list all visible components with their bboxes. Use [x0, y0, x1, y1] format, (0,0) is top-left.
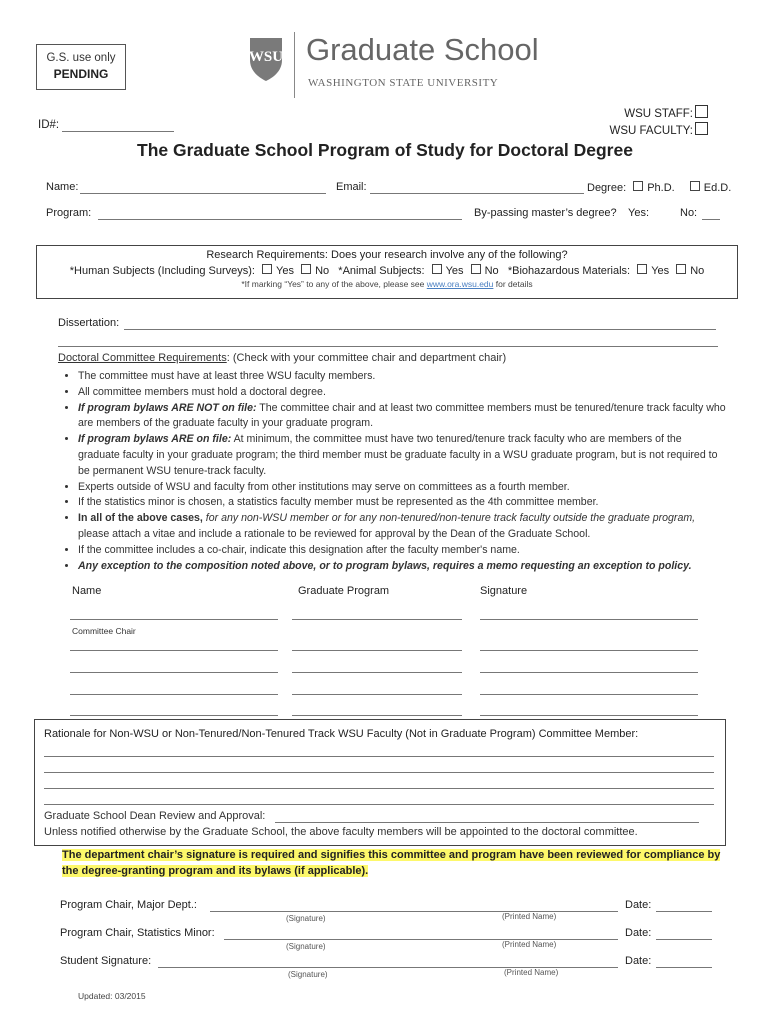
logo-subtitle: WASHINGTON STATE UNIVERSITY [308, 77, 499, 89]
program-field[interactable] [98, 219, 462, 220]
committee-requirement-item [78, 432, 726, 479]
bio-yes-label: Yes [651, 265, 670, 277]
committee-heading-note: : (Check with your committee chair and department chair) [226, 352, 507, 364]
animal-no-checkbox[interactable] [471, 264, 481, 274]
animal-no-label: No [484, 265, 499, 277]
member-name-3[interactable] [70, 672, 278, 673]
wsu-staff-checkbox[interactable] [695, 105, 708, 118]
research-note [37, 279, 737, 289]
committee-requirement-item [78, 369, 726, 385]
requirement-bolditalic: Any exception to the composition noted above, or to program bylaws, requires a memo requesting an exception to policy. [78, 559, 692, 572]
human-yes-checkbox[interactable] [262, 264, 272, 274]
date-label-2: Date: [625, 927, 652, 939]
gs-use-box [36, 44, 126, 90]
ora-link[interactable]: www.ora.wsu.edu [426, 279, 494, 289]
member-signature-3[interactable] [480, 672, 698, 673]
bio-yes-checkbox[interactable] [637, 264, 647, 274]
edd-label: Ed.D. [703, 182, 732, 194]
sig-caption-3: (Signature) [288, 970, 328, 979]
logo-title: Graduate School [306, 32, 539, 67]
committee-heading-text: Doctoral Committee Requirements [58, 352, 227, 364]
date-label-1: Date: [625, 899, 652, 911]
animal-yes-label: Yes [445, 265, 464, 277]
dean-review-field[interactable] [275, 822, 699, 823]
form-title: The Graduate School Program of Study for Doctoral Degree [137, 140, 633, 160]
dissertation-field-2[interactable] [58, 346, 718, 347]
updated-date: Updated: 03/2015 [78, 991, 146, 1001]
rationale-line-3[interactable] [44, 788, 714, 789]
requirement-lead: If program bylaws ARE on file: [78, 433, 232, 446]
bypass-label: By-passing master’s degree? [474, 207, 617, 219]
animal-yes-checkbox[interactable] [432, 264, 442, 274]
date-field-3[interactable] [656, 967, 712, 968]
bypass-yes-label: Yes: [628, 207, 650, 219]
committee-requirement-item [78, 511, 726, 543]
printed-caption-2: (Printed Name) [502, 940, 557, 949]
human-yes-label: Yes [276, 265, 294, 277]
dissertation-label: Dissertation: [58, 317, 120, 329]
human-no-checkbox[interactable] [301, 264, 311, 274]
dean-review-label: Graduate School Dean Review and Approval: [44, 810, 266, 822]
committee-requirement-item [78, 559, 726, 575]
degree-label: Degree: [587, 182, 627, 194]
requirement-plain: please attach a vitae and include a rationale to be reviewed for approval by the Dean of the Graduate School. [78, 527, 591, 540]
member-signature-2[interactable] [480, 650, 698, 651]
stats-chair-field[interactable] [224, 939, 618, 940]
requirement-plain: Experts outside of WSU and faculty from other institutions may serve on committees as a fourth member. [78, 480, 570, 493]
program-chair-label: Program Chair, Major Dept.: [60, 899, 197, 911]
name-field[interactable] [80, 193, 326, 194]
chair-signature-notice [62, 847, 727, 879]
email-label: Email: [336, 181, 367, 193]
wsu-faculty-label: WSU FACULTY: [609, 125, 693, 137]
member-program-1[interactable] [292, 619, 462, 620]
requirement-plain: All committee members must hold a doctoral degree. [78, 385, 326, 398]
human-subjects-label: *Human Subjects (Including Surveys): [69, 265, 255, 277]
committee-chair-label: Committee Chair [72, 626, 136, 636]
committee-requirement-item [78, 385, 726, 401]
member-program-3[interactable] [292, 672, 462, 673]
printed-caption-3: (Printed Name) [504, 968, 559, 977]
wsu-logo-icon [248, 36, 284, 87]
program-label: Program: [46, 207, 92, 219]
member-signature-5[interactable] [480, 715, 698, 716]
requirement-plain: At minimum, the committee must have two tenured/tenure track faculty who are members of the graduate faculty in your graduate program; the third member must be graduate faculty in a WSU graduate program, but is not required to be permanent WSU tenure-track faculty. [78, 433, 718, 477]
col-signature-header: Signature [480, 585, 528, 597]
student-signature-label: Student Signature: [60, 955, 152, 967]
requirement-lead: If program bylaws ARE NOT on file: [78, 401, 257, 414]
research-box [36, 245, 738, 299]
gs-status: PENDING [53, 67, 109, 81]
col-program-header: Graduate Program [298, 585, 390, 597]
committee-requirement-item [78, 480, 726, 496]
printed-caption-1: (Printed Name) [502, 912, 557, 921]
bio-label: *Biohazardous Materials: [507, 265, 631, 277]
rationale-heading: Rationale for Non-WSU or Non-Tenured/Non-Tenured Track WSU Faculty (Not in Graduate Program) Committee Member: [44, 728, 639, 740]
bio-no-label: No [690, 265, 705, 277]
sig-caption-2: (Signature) [286, 942, 326, 951]
highlight-text: The department chair’s signature is required and signifies this committee and program have been reviewed for compliance by the degree-granting program and its bylaws (if applicable). [62, 849, 721, 877]
logo-divider [294, 32, 295, 98]
sig-caption-1: (Signature) [286, 914, 326, 923]
member-program-4[interactable] [292, 694, 462, 695]
committee-requirement-item [78, 543, 726, 559]
member-name-1[interactable] [70, 619, 278, 620]
member-name-2[interactable] [70, 650, 278, 651]
committee-requirement-item [78, 495, 726, 511]
wsu-faculty-checkbox[interactable] [695, 122, 708, 135]
program-chair-field[interactable] [210, 911, 618, 912]
committee-heading [58, 352, 506, 364]
col-name-header: Name [72, 585, 102, 597]
degree-group [587, 181, 731, 194]
committee-list [56, 369, 726, 574]
gs-use-label: G.S. use only [46, 52, 116, 64]
phd-label: Ph.D. [647, 182, 675, 194]
member-signature-1[interactable] [480, 619, 698, 620]
staff-box [610, 105, 709, 139]
appointment-notice: Unless notified otherwise by the Graduate School, the above faculty members will be appointed to the doctoral committee. [44, 826, 638, 838]
svg-text:WSU: WSU [248, 49, 284, 65]
date-field-2[interactable] [656, 939, 712, 940]
requirement-plain: If the statistics minor is chosen, a statistics faculty member must be represented as the 4th committee member. [78, 496, 599, 509]
bypass-no-label: No: [680, 207, 698, 219]
requirement-plain: The committee must have at least three WSU faculty members. [78, 370, 376, 382]
id-field[interactable] [62, 131, 174, 132]
id-label: ID#: [38, 119, 60, 131]
edd-checkbox[interactable] [690, 181, 700, 191]
requirement-plain: If the committee includes a co-chair, indicate this designation after the faculty member's name. [78, 543, 520, 556]
rationale-line-2[interactable] [44, 772, 714, 773]
committee-requirement-item [78, 401, 726, 433]
name-label: Name: [46, 181, 79, 193]
bypass-no-field[interactable] [702, 219, 720, 220]
wsu-staff-label: WSU STAFF: [624, 108, 693, 120]
bio-no-checkbox[interactable] [676, 264, 686, 274]
research-heading: Research Requirements: Does your research involve any of the following? [206, 249, 568, 261]
requirement-boldlead: In all of the above cases, [78, 512, 203, 525]
date-field-1[interactable] [656, 911, 712, 912]
rationale-box [34, 719, 726, 846]
rationale-line-4[interactable] [44, 804, 714, 805]
member-program-5[interactable] [292, 715, 462, 716]
human-no-label: No [315, 265, 330, 277]
email-field[interactable] [370, 193, 584, 194]
member-name-4[interactable] [70, 694, 278, 695]
rationale-line-1[interactable] [44, 756, 714, 757]
research-note-end: for details [495, 279, 533, 289]
research-note-text: *If marking “Yes” to any of the above, please see [241, 279, 425, 289]
dissertation-field[interactable] [124, 329, 716, 330]
member-name-5[interactable] [70, 715, 278, 716]
research-options [37, 264, 737, 277]
requirement-italmid: for any non-WSU member or for any non-tenured/non-tenure track faculty outside the graduate program, [202, 512, 696, 525]
phd-checkbox[interactable] [633, 181, 643, 191]
member-signature-4[interactable] [480, 694, 698, 695]
member-program-2[interactable] [292, 650, 462, 651]
requirement-plain: The committee chair and at least two committee members must be tenured/tenure track faculty who are members of the graduate faculty in your graduate program. [78, 401, 726, 430]
date-label-3: Date: [625, 955, 652, 967]
stats-chair-label: Program Chair, Statistics Minor: [60, 927, 215, 939]
animal-subjects-label: *Animal Subjects: [338, 265, 425, 277]
